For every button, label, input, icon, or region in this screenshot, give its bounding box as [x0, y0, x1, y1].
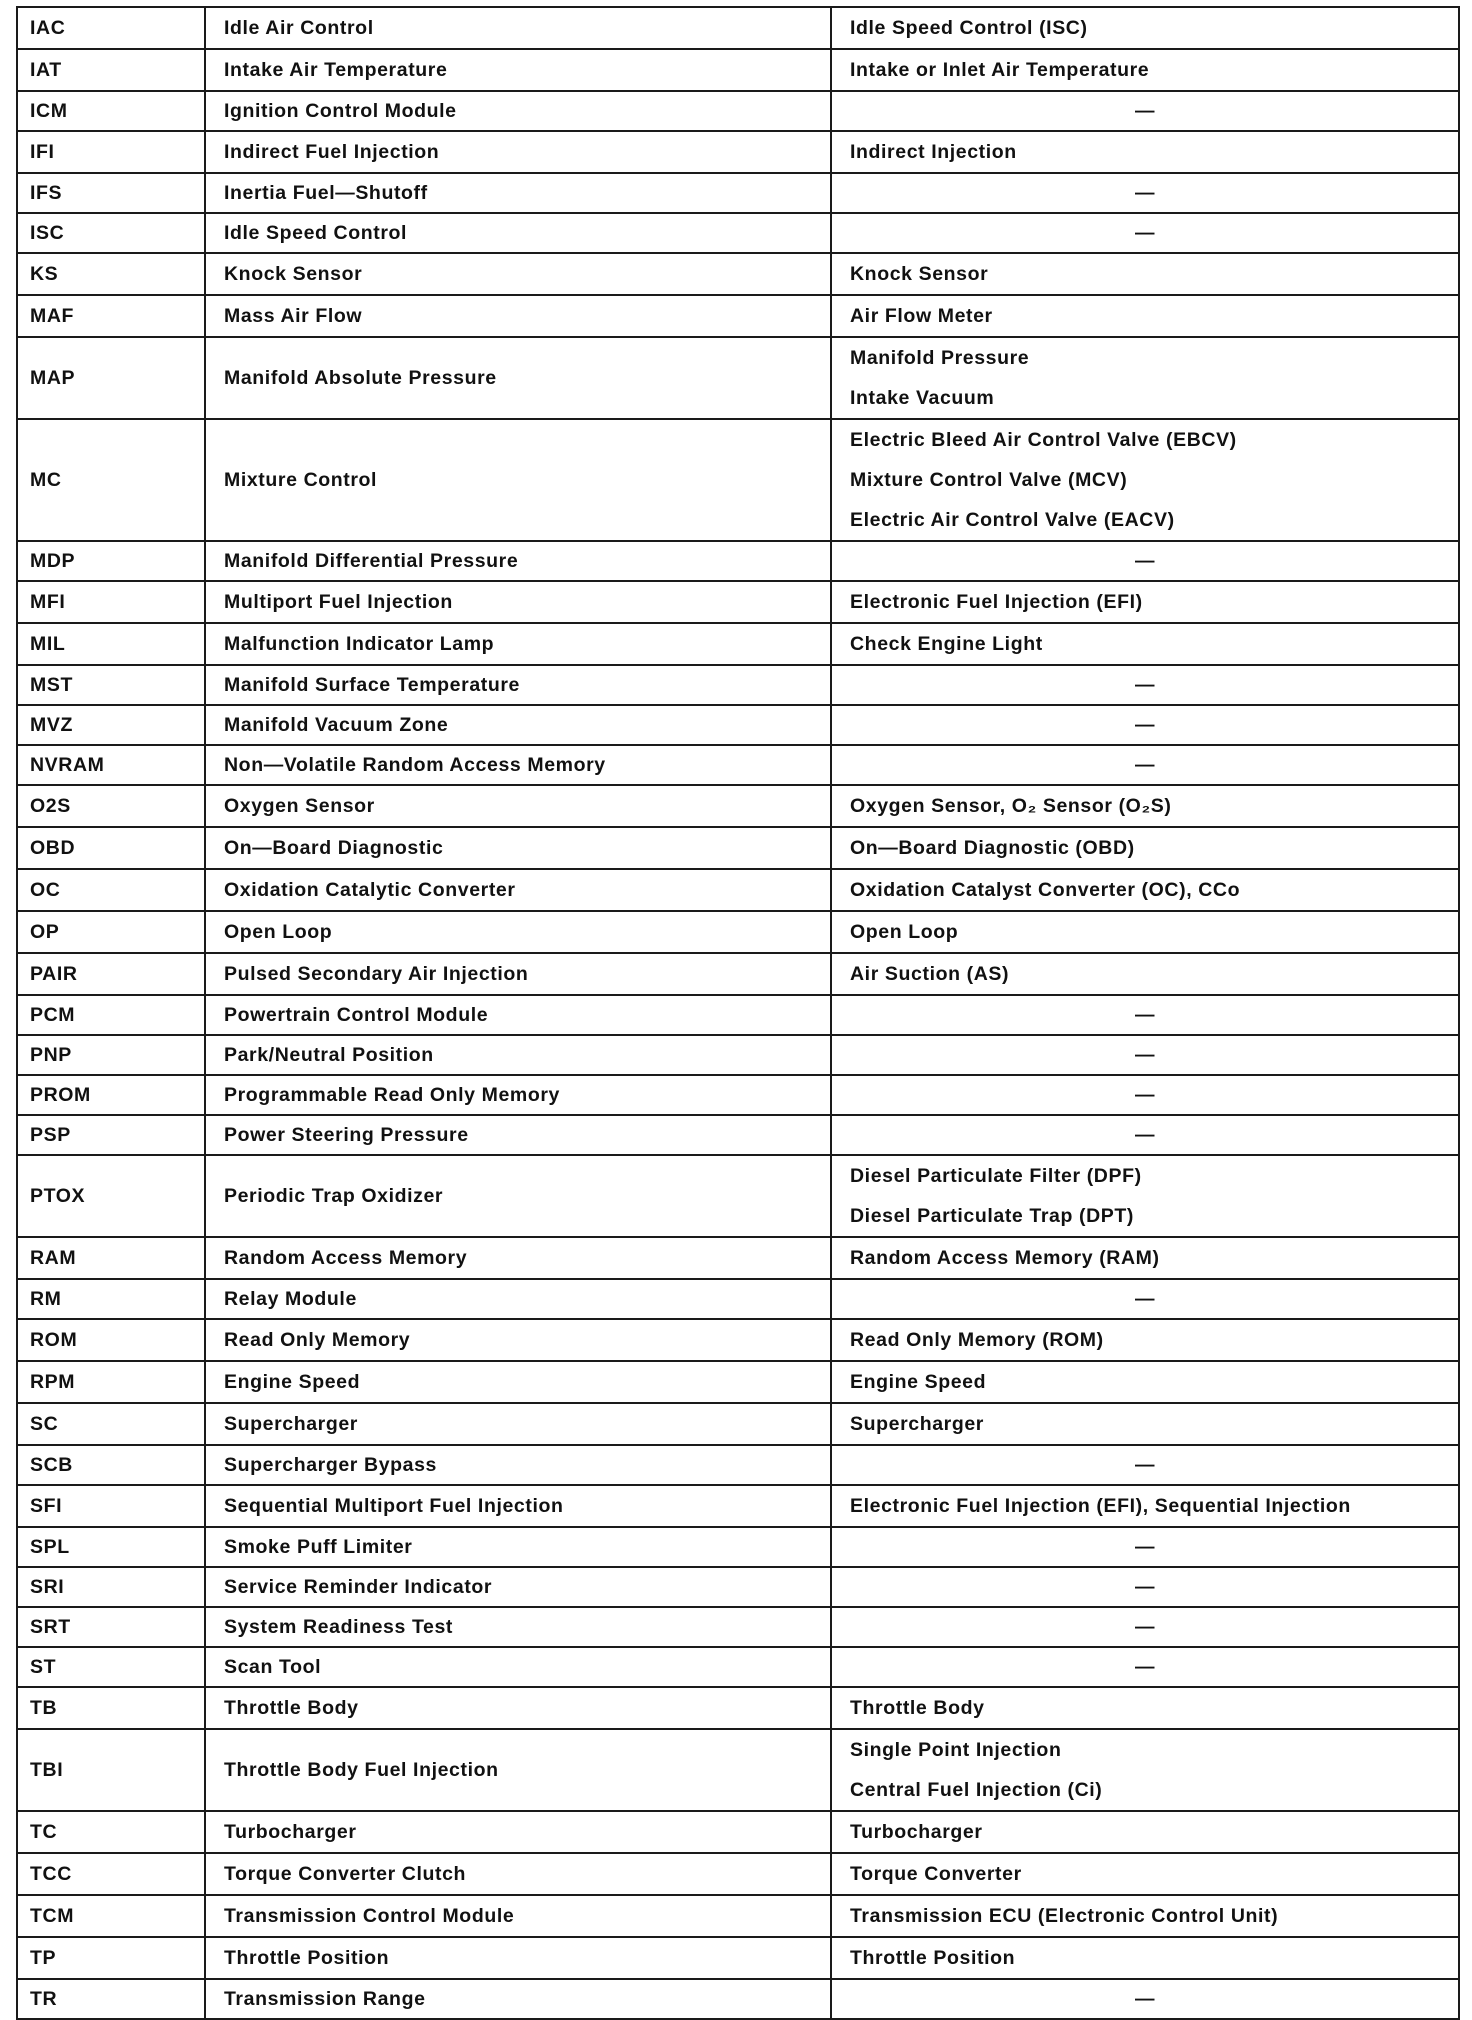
no-equivalent-dash: — [1134, 714, 1156, 736]
previous-term-line: Manifold Pressure [850, 347, 1030, 369]
table-row [17, 665, 1459, 705]
previous-term-cell [831, 665, 1459, 705]
abbreviation-cell: PROM [17, 1075, 205, 1115]
table-row [17, 1237, 1459, 1279]
abbreviation-cell: RAM [17, 1237, 205, 1279]
table-row [17, 1319, 1459, 1361]
term-cell: Sequential Multiport Fuel Injection [205, 1485, 831, 1527]
term-cell: Malfunction Indicator Lamp [205, 623, 831, 665]
table-row [17, 213, 1459, 253]
term-cell: Transmission Control Module [205, 1895, 831, 1937]
table-row [17, 1567, 1459, 1607]
no-equivalent-dash: — [1134, 1616, 1156, 1638]
abbreviation-cell: OP [17, 911, 205, 953]
previous-term-cell [831, 1403, 1459, 1445]
previous-term-line: Engine Speed [850, 1371, 987, 1393]
abbreviation-cell: ISC [17, 213, 205, 253]
term-cell: Manifold Absolute Pressure [205, 337, 831, 419]
previous-term-cell [831, 1607, 1459, 1647]
term-cell: Park/Neutral Position [205, 1035, 831, 1075]
previous-term-cell [831, 1895, 1459, 1937]
table-row [17, 1155, 1459, 1237]
no-equivalent-dash: — [1134, 1084, 1156, 1106]
abbreviation-cell: PSP [17, 1115, 205, 1155]
abbreviation-cell: TCM [17, 1895, 205, 1937]
term-cell: Mixture Control [205, 419, 831, 541]
abbreviation-cell: MVZ [17, 705, 205, 745]
no-equivalent-dash: — [1134, 1004, 1156, 1026]
previous-term-line: Throttle Body [850, 1697, 985, 1719]
abbreviation-table-body [17, 7, 1459, 2019]
term-cell: Throttle Body [205, 1687, 831, 1729]
term-cell: Engine Speed [205, 1361, 831, 1403]
abbreviation-cell: IFI [17, 131, 205, 173]
table-row [17, 1937, 1459, 1979]
abbreviation-cell: PTOX [17, 1155, 205, 1237]
previous-term-cell [831, 7, 1459, 49]
term-cell: Pulsed Secondary Air Injection [205, 953, 831, 995]
abbreviation-cell: TB [17, 1687, 205, 1729]
table-row [17, 1729, 1459, 1811]
no-equivalent-dash: — [1134, 754, 1156, 776]
previous-term-line: Electric Bleed Air Control Valve (EBCV) [850, 429, 1237, 451]
no-equivalent-dash: — [1134, 1124, 1156, 1146]
abbreviation-cell: RM [17, 1279, 205, 1319]
table-row [17, 1403, 1459, 1445]
abbreviation-table [16, 6, 1460, 2020]
previous-term-cell [831, 337, 1459, 419]
previous-term-line: Transmission ECU (Electronic Control Unit) [850, 1905, 1279, 1927]
previous-term-cell [831, 1729, 1459, 1811]
term-cell: Transmission Range [205, 1979, 831, 2019]
term-cell: Ignition Control Module [205, 91, 831, 131]
previous-term-cell [831, 1361, 1459, 1403]
term-cell: Manifold Differential Pressure [205, 541, 831, 581]
table-row [17, 1115, 1459, 1155]
table-row [17, 1527, 1459, 1567]
table-row [17, 1035, 1459, 1075]
abbreviation-cell: SFI [17, 1485, 205, 1527]
table-row [17, 1853, 1459, 1895]
table-row [17, 7, 1459, 49]
no-equivalent-dash: — [1134, 182, 1156, 204]
abbreviation-cell: IFS [17, 173, 205, 213]
table-row [17, 1895, 1459, 1937]
no-equivalent-dash: — [1134, 674, 1156, 696]
abbreviation-cell: MAP [17, 337, 205, 419]
term-cell: Manifold Surface Temperature [205, 665, 831, 705]
term-cell: Read Only Memory [205, 1319, 831, 1361]
table-row [17, 953, 1459, 995]
previous-term-cell [831, 785, 1459, 827]
abbreviation-cell: O2S [17, 785, 205, 827]
previous-term-cell [831, 91, 1459, 131]
table-row [17, 745, 1459, 785]
previous-term-cell [831, 541, 1459, 581]
previous-term-line: Diesel Particulate Filter (DPF) [850, 1165, 1142, 1187]
previous-term-cell [831, 995, 1459, 1035]
previous-term-cell [831, 623, 1459, 665]
term-cell: Periodic Trap Oxidizer [205, 1155, 831, 1237]
table-row [17, 131, 1459, 173]
abbreviation-cell: TC [17, 1811, 205, 1853]
no-equivalent-dash: — [1134, 1454, 1156, 1476]
previous-term-cell [831, 1687, 1459, 1729]
previous-term-line: Single Point Injection [850, 1739, 1062, 1761]
term-cell: Powertrain Control Module [205, 995, 831, 1035]
previous-term-line: Knock Sensor [850, 263, 989, 285]
previous-term-line: Random Access Memory (RAM) [850, 1247, 1160, 1269]
table-row [17, 827, 1459, 869]
abbreviation-cell: TR [17, 1979, 205, 2019]
previous-term-cell [831, 213, 1459, 253]
term-cell: Supercharger Bypass [205, 1445, 831, 1485]
previous-term-line: Oxidation Catalyst Converter (OC), CCo [850, 879, 1241, 901]
no-equivalent-dash: — [1134, 550, 1156, 572]
abbreviation-cell: TP [17, 1937, 205, 1979]
abbreviation-cell: RPM [17, 1361, 205, 1403]
term-cell: Power Steering Pressure [205, 1115, 831, 1155]
term-cell: Manifold Vacuum Zone [205, 705, 831, 745]
previous-term-line: Open Loop [850, 921, 959, 943]
abbreviation-cell: PNP [17, 1035, 205, 1075]
table-row [17, 1075, 1459, 1115]
previous-term-line: Electronic Fuel Injection (EFI) [850, 591, 1143, 613]
term-cell: Inertia Fuel—Shutoff [205, 173, 831, 213]
abbreviation-cell: MC [17, 419, 205, 541]
table-row [17, 173, 1459, 213]
abbreviation-cell: IAC [17, 7, 205, 49]
table-row [17, 1607, 1459, 1647]
table-row [17, 1361, 1459, 1403]
table-row [17, 49, 1459, 91]
term-cell: Non—Volatile Random Access Memory [205, 745, 831, 785]
previous-term-cell [831, 705, 1459, 745]
table-row [17, 91, 1459, 131]
previous-term-line: Turbocharger [850, 1821, 983, 1843]
previous-term-cell [831, 1155, 1459, 1237]
table-row [17, 1445, 1459, 1485]
table-row [17, 911, 1459, 953]
term-cell: Service Reminder Indicator [205, 1567, 831, 1607]
previous-term-line: On—Board Diagnostic (OBD) [850, 837, 1135, 859]
table-row [17, 1687, 1459, 1729]
no-equivalent-dash: — [1134, 222, 1156, 244]
term-cell: Programmable Read Only Memory [205, 1075, 831, 1115]
abbreviation-cell: KS [17, 253, 205, 295]
no-equivalent-dash: — [1134, 1536, 1156, 1558]
previous-term-cell [831, 1937, 1459, 1979]
previous-term-line: Air Flow Meter [850, 305, 993, 327]
previous-term-cell [831, 1445, 1459, 1485]
previous-term-line: Oxygen Sensor, O₂ Sensor (O₂S) [850, 795, 1172, 817]
table-row [17, 419, 1459, 541]
previous-term-cell [831, 1115, 1459, 1155]
previous-term-cell [831, 1485, 1459, 1527]
previous-term-cell [831, 953, 1459, 995]
table-row [17, 995, 1459, 1035]
previous-term-line: Diesel Particulate Trap (DPT) [850, 1205, 1134, 1227]
table-row [17, 295, 1459, 337]
previous-term-line: Electronic Fuel Injection (EFI), Sequential Injection [850, 1495, 1351, 1517]
previous-term-line: Supercharger [850, 1413, 984, 1435]
previous-term-line: Air Suction (AS) [850, 963, 1010, 985]
previous-term-line: Idle Speed Control (ISC) [850, 17, 1088, 39]
previous-term-cell [831, 581, 1459, 623]
abbreviation-cell: SPL [17, 1527, 205, 1567]
table-row [17, 1279, 1459, 1319]
term-cell: Smoke Puff Limiter [205, 1527, 831, 1567]
term-cell: Mass Air Flow [205, 295, 831, 337]
previous-term-cell [831, 1319, 1459, 1361]
table-row [17, 785, 1459, 827]
term-cell: Turbocharger [205, 1811, 831, 1853]
term-cell: Idle Air Control [205, 7, 831, 49]
previous-term-line: Indirect Injection [850, 141, 1017, 163]
table-row [17, 337, 1459, 419]
no-equivalent-dash: — [1134, 1988, 1156, 2010]
abbreviation-cell: SRI [17, 1567, 205, 1607]
abbreviation-cell: ROM [17, 1319, 205, 1361]
term-cell: Throttle Position [205, 1937, 831, 1979]
term-cell: Indirect Fuel Injection [205, 131, 831, 173]
previous-term-cell [831, 745, 1459, 785]
previous-term-cell [831, 1075, 1459, 1115]
previous-term-cell [831, 131, 1459, 173]
abbreviation-cell: MDP [17, 541, 205, 581]
previous-term-line: Torque Converter [850, 1863, 1022, 1885]
table-row [17, 869, 1459, 911]
table-row [17, 623, 1459, 665]
table-row [17, 1485, 1459, 1527]
previous-term-cell [831, 1979, 1459, 2019]
abbreviation-cell: SC [17, 1403, 205, 1445]
table-row [17, 581, 1459, 623]
previous-term-cell [831, 253, 1459, 295]
previous-term-line: Intake or Inlet Air Temperature [850, 59, 1150, 81]
table-row [17, 1811, 1459, 1853]
abbreviation-cell: MFI [17, 581, 205, 623]
previous-term-cell [831, 1567, 1459, 1607]
term-cell: Relay Module [205, 1279, 831, 1319]
table-row [17, 705, 1459, 745]
previous-term-cell [831, 1811, 1459, 1853]
no-equivalent-dash: — [1134, 1656, 1156, 1678]
previous-term-cell [831, 1035, 1459, 1075]
abbreviation-cell: TCC [17, 1853, 205, 1895]
abbreviation-cell: OC [17, 869, 205, 911]
previous-term-cell [831, 1237, 1459, 1279]
previous-term-cell [831, 1647, 1459, 1687]
previous-term-cell [831, 295, 1459, 337]
previous-term-cell [831, 1527, 1459, 1567]
term-cell: Oxygen Sensor [205, 785, 831, 827]
term-cell: Supercharger [205, 1403, 831, 1445]
previous-term-line: Mixture Control Valve (MCV) [850, 469, 1128, 491]
table-row [17, 253, 1459, 295]
table-row [17, 1979, 1459, 2019]
abbreviation-cell: MAF [17, 295, 205, 337]
abbreviation-cell: TBI [17, 1729, 205, 1811]
previous-term-cell [831, 173, 1459, 213]
abbreviation-cell: IAT [17, 49, 205, 91]
term-cell: Throttle Body Fuel Injection [205, 1729, 831, 1811]
previous-term-cell [831, 869, 1459, 911]
term-cell: Multiport Fuel Injection [205, 581, 831, 623]
abbreviation-cell: MST [17, 665, 205, 705]
abbreviation-cell: SCB [17, 1445, 205, 1485]
previous-term-cell [831, 1853, 1459, 1895]
term-cell: Torque Converter Clutch [205, 1853, 831, 1895]
abbreviation-cell: MIL [17, 623, 205, 665]
previous-term-line: Electric Air Control Valve (EACV) [850, 509, 1175, 531]
table-row [17, 1647, 1459, 1687]
abbreviation-cell: NVRAM [17, 745, 205, 785]
abbreviation-cell: PCM [17, 995, 205, 1035]
term-cell: Oxidation Catalytic Converter [205, 869, 831, 911]
term-cell: Idle Speed Control [205, 213, 831, 253]
no-equivalent-dash: — [1134, 1288, 1156, 1310]
abbreviation-cell: SRT [17, 1607, 205, 1647]
previous-term-line: Throttle Position [850, 1947, 1016, 1969]
abbreviation-cell: ST [17, 1647, 205, 1687]
previous-term-line: Intake Vacuum [850, 387, 995, 409]
term-cell: Intake Air Temperature [205, 49, 831, 91]
previous-term-cell [831, 419, 1459, 541]
previous-term-line: Check Engine Light [850, 633, 1043, 655]
previous-term-line: Read Only Memory (ROM) [850, 1329, 1104, 1351]
previous-term-cell [831, 911, 1459, 953]
previous-term-cell [831, 1279, 1459, 1319]
abbreviation-cell: ICM [17, 91, 205, 131]
no-equivalent-dash: — [1134, 1044, 1156, 1066]
abbreviation-cell: OBD [17, 827, 205, 869]
no-equivalent-dash: — [1134, 1576, 1156, 1598]
term-cell: Random Access Memory [205, 1237, 831, 1279]
term-cell: Open Loop [205, 911, 831, 953]
term-cell: Knock Sensor [205, 253, 831, 295]
previous-term-line: Central Fuel Injection (Ci) [850, 1779, 1103, 1801]
term-cell: System Readiness Test [205, 1607, 831, 1647]
previous-term-cell [831, 827, 1459, 869]
previous-term-cell [831, 49, 1459, 91]
term-cell: On—Board Diagnostic [205, 827, 831, 869]
no-equivalent-dash: — [1134, 100, 1156, 122]
abbreviation-cell: PAIR [17, 953, 205, 995]
term-cell: Scan Tool [205, 1647, 831, 1687]
table-row [17, 541, 1459, 581]
